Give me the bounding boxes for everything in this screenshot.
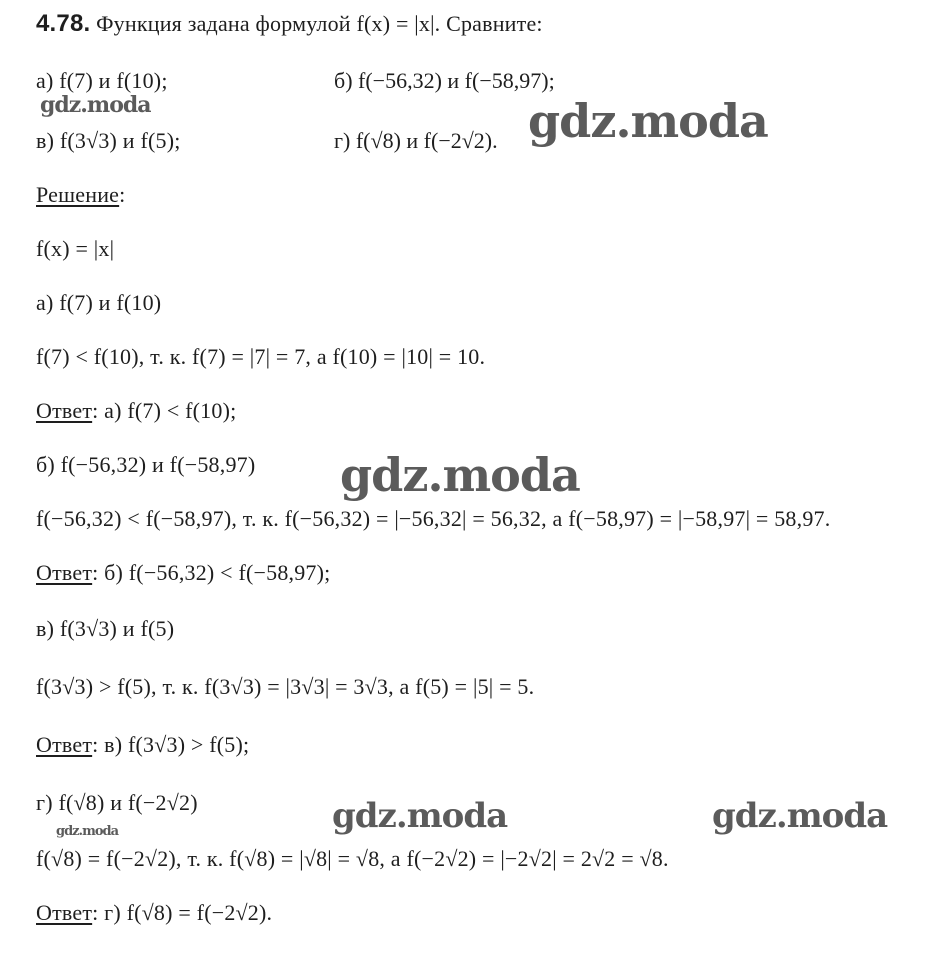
answer-text: : а) f(7) < f(10); bbox=[92, 398, 237, 423]
watermark: gdz.moda bbox=[332, 796, 508, 836]
solution-title: Решение bbox=[36, 182, 120, 207]
part-v-answer bbox=[36, 732, 249, 758]
watermark: gdz.moda bbox=[528, 94, 768, 148]
answer-label: Ответ bbox=[36, 900, 93, 925]
task-number: 4.78. bbox=[36, 10, 91, 37]
answer-text: : в) f(3√3) > f(5); bbox=[92, 732, 250, 757]
answer-text: : г) f(√8) = f(−2√2). bbox=[92, 900, 273, 925]
item-b: б) f(−56,32) и f(−58,97); bbox=[334, 68, 555, 93]
watermark: gdz.moda bbox=[56, 824, 119, 839]
watermark: gdz.moda bbox=[40, 92, 151, 118]
task-statement: Функция задана формулой f(x) = |x|. Сравните: bbox=[96, 11, 543, 36]
solution-colon: : bbox=[119, 182, 126, 207]
task-header bbox=[36, 10, 543, 38]
item-g: г) f(√8) и f(−2√2). bbox=[334, 128, 498, 153]
watermark: gdz.moda bbox=[340, 448, 580, 502]
answer-text: : б) f(−56,32) < f(−58,97); bbox=[92, 560, 331, 585]
part-g-heading: г) f(√8) и f(−2√2) bbox=[36, 790, 198, 815]
part-a-explanation: f(7) < f(10), т. к. f(7) = |7| = 7, а f(10) = |10| = 10. bbox=[36, 344, 486, 369]
item-v: в) f(3√3) и f(5); bbox=[36, 128, 181, 153]
part-b-answer bbox=[36, 560, 330, 586]
part-g-explanation: f(√8) = f(−2√2), т. к. f(√8) = |√8| = √8, а f(−2√2) = |−2√2| = 2√2 = √8. bbox=[36, 846, 669, 871]
answer-label: Ответ bbox=[36, 398, 93, 423]
part-v-explanation: f(3√3) > f(5), т. к. f(3√3) = |3√3| = 3√3, а f(5) = |5| = 5. bbox=[36, 674, 535, 699]
part-b-heading: б) f(−56,32) и f(−58,97) bbox=[36, 452, 256, 477]
formula: f(x) = |x| bbox=[36, 236, 115, 261]
part-b-explanation: f(−56,32) < f(−58,97), т. к. f(−56,32) = |−56,32| = 56,32, а f(−58,97) = |−58,97| = 58,97. bbox=[36, 506, 831, 531]
solution-heading bbox=[36, 182, 125, 208]
answer-label: Ответ bbox=[36, 560, 93, 585]
item-a: а) f(7) и f(10); bbox=[36, 68, 168, 93]
watermark: gdz.moda bbox=[712, 796, 888, 836]
part-g-answer bbox=[36, 900, 272, 926]
part-v-heading: в) f(3√3) и f(5) bbox=[36, 616, 175, 641]
part-a-heading: а) f(7) и f(10) bbox=[36, 290, 162, 315]
answer-label: Ответ bbox=[36, 732, 93, 757]
part-a-answer bbox=[36, 398, 236, 424]
